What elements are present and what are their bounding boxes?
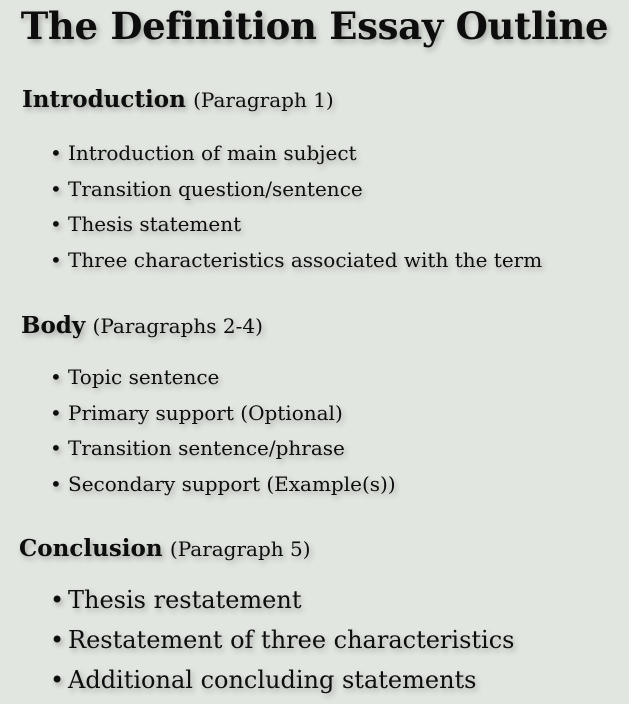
list-item	[50, 431, 396, 467]
section-title: Conclusion	[19, 535, 163, 562]
section-heading-body	[21, 312, 263, 339]
bullet-icon: •	[50, 586, 65, 614]
list-item-text: Thesis restatement	[68, 586, 302, 614]
section-heading-introduction	[22, 86, 334, 113]
section-title: Introduction	[22, 86, 186, 113]
list-item-text: Three characteristics associated with the term	[68, 247, 543, 272]
list-item-text: Restatement of three characteristics	[68, 626, 515, 654]
bullet-icon: •	[50, 212, 62, 236]
list-item-text: Introduction of main subject	[68, 141, 357, 165]
section-subtitle: (Paragraphs 2-4)	[92, 314, 263, 338]
bullet-icon: •	[50, 400, 62, 425]
introduction-list	[50, 136, 542, 278]
section-subtitle: (Paragraph 5)	[169, 537, 311, 561]
list-item-text: Topic sentence	[68, 365, 220, 389]
section-heading-conclusion	[19, 535, 311, 562]
list-item	[50, 620, 514, 660]
list-item	[50, 136, 542, 172]
list-item-text: Additional concluding statements	[68, 666, 477, 694]
bullet-icon: •	[50, 666, 65, 694]
section-subtitle: (Paragraph 1)	[193, 88, 334, 112]
section-title: Body	[21, 312, 86, 339]
list-item	[50, 360, 396, 396]
bullet-icon: •	[50, 365, 62, 389]
bullet-icon: •	[50, 471, 62, 496]
list-item	[50, 207, 542, 243]
list-item-text: Transition sentence/phrase	[68, 436, 345, 460]
bullet-icon: •	[50, 247, 62, 272]
bullet-icon: •	[50, 141, 62, 165]
list-item-text: Primary support (Optional)	[68, 400, 343, 425]
bullet-icon: •	[50, 626, 65, 654]
list-item	[50, 172, 542, 208]
list-item	[50, 467, 396, 503]
bullet-icon: •	[50, 436, 62, 460]
list-item-text: Secondary support (Example(s))	[68, 471, 396, 496]
list-item	[50, 396, 396, 432]
page-title: The Definition Essay Outline	[20, 4, 609, 48]
body-list	[50, 360, 396, 502]
list-item	[50, 243, 542, 279]
list-item	[50, 660, 514, 700]
list-item	[50, 580, 514, 620]
conclusion-list	[50, 580, 514, 700]
list-item-text: Thesis statement	[68, 212, 242, 236]
list-item-text: Transition question/sentence	[68, 176, 363, 201]
bullet-icon: •	[50, 176, 62, 201]
